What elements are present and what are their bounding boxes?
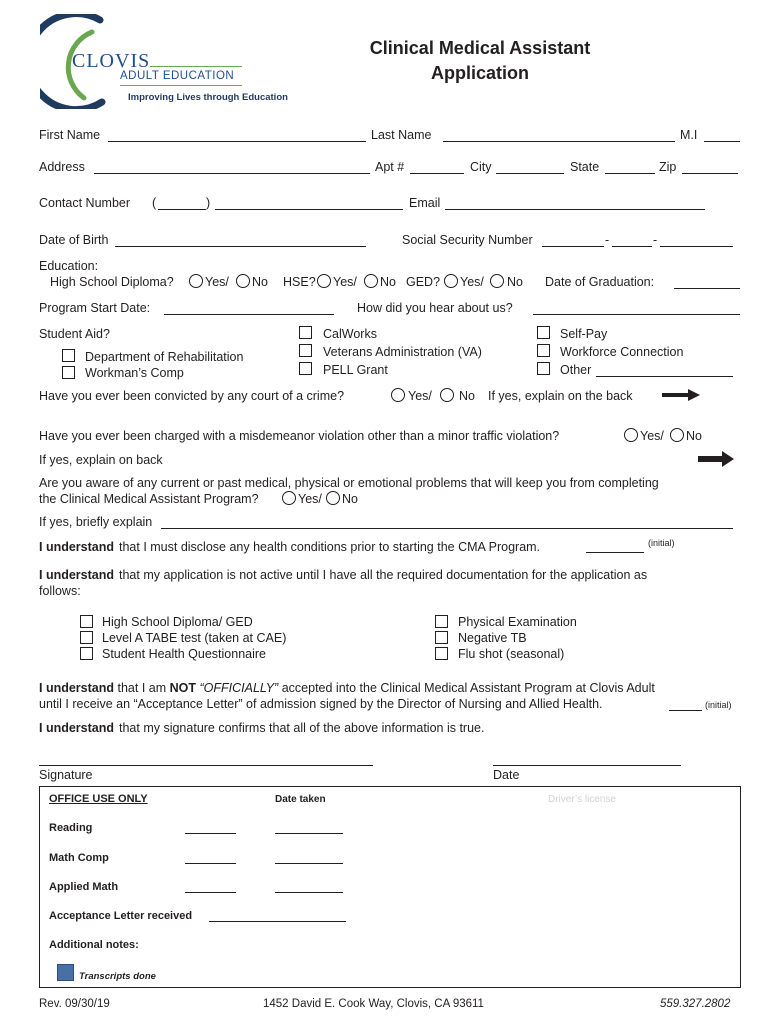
understand-1-initial-label: (initial) — [648, 538, 675, 548]
transcripts-checkbox[interactable] — [57, 964, 74, 981]
aid-other-label: Other — [560, 363, 592, 377]
last-name-line — [443, 141, 675, 142]
misdemeanor-no-label: No — [686, 429, 702, 443]
email-line — [445, 209, 705, 210]
ssn-part1-line — [542, 246, 604, 247]
address-field[interactable] — [94, 159, 370, 173]
zip-line — [682, 173, 738, 174]
aid-va-checkbox[interactable] — [299, 344, 312, 357]
hear-label: How did you hear about us? — [357, 301, 513, 315]
contact-paren-open: ( — [152, 196, 157, 210]
crime-back-note: If yes, explain on the back — [488, 389, 633, 403]
aid-calworks-label: CalWorks — [323, 327, 377, 341]
doc-tb-label: Negative TB — [458, 631, 527, 645]
footer-revision: Rev. 09/30/19 — [39, 998, 110, 1010]
understand-3-initial-line — [669, 710, 702, 711]
understand-3-text-a: that I am — [117, 681, 167, 695]
crime-yes-label: Yes/ — [408, 389, 432, 403]
doc-health-q-checkbox[interactable] — [80, 647, 93, 660]
first-name-line — [108, 141, 366, 142]
email-field[interactable] — [445, 195, 705, 209]
ssn-dash-2: - — [653, 233, 658, 247]
doc-physical-checkbox[interactable] — [435, 615, 448, 628]
state-label: State — [570, 160, 600, 174]
aid-selfpay-checkbox[interactable] — [537, 326, 550, 339]
student-aid-label: Student Aid? — [39, 327, 110, 341]
aid-va-label: Veterans Administration (VA) — [323, 345, 482, 359]
last-name-field[interactable] — [443, 127, 675, 141]
state-line — [605, 173, 655, 174]
office-acceptance-label: Acceptance Letter received — [49, 910, 193, 922]
email-label: Email — [409, 196, 441, 210]
program-start-line — [164, 314, 334, 315]
signature-label: Signature — [39, 768, 93, 782]
understand-3-line-1 — [39, 681, 655, 695]
medical-explain-line — [161, 528, 733, 529]
doc-hs-checkbox[interactable] — [80, 615, 93, 628]
aid-other-checkbox[interactable] — [537, 362, 550, 375]
logo-sub: ADULT EDUCATION — [120, 70, 235, 82]
grad-date-field[interactable] — [674, 274, 740, 288]
signature-date-label: Date — [493, 768, 520, 782]
ssn-label: Social Security Number — [402, 233, 533, 247]
doc-tabe-checkbox[interactable] — [80, 631, 93, 644]
education-label: Education: — [39, 259, 99, 273]
ssn-dash-1: - — [605, 233, 610, 247]
state-field[interactable] — [605, 159, 655, 173]
aid-workforce-checkbox[interactable] — [537, 344, 550, 357]
office-math-comp-score-line[interactable] — [185, 863, 236, 864]
program-start-label: Program Start Date: — [39, 301, 151, 315]
page-title — [330, 36, 630, 86]
first-name-label: First Name — [39, 128, 101, 142]
doc-flu-checkbox[interactable] — [435, 647, 448, 660]
signature-line — [39, 765, 373, 766]
hs-yes-radio[interactable] — [189, 274, 203, 288]
medical-explain-field[interactable] — [161, 514, 733, 528]
medical-no-radio[interactable] — [326, 491, 340, 505]
program-start-field[interactable] — [164, 300, 334, 314]
hse-yes-label: Yes/ — [333, 275, 357, 289]
hs-no-radio[interactable] — [236, 274, 250, 288]
aid-calworks-checkbox[interactable] — [299, 326, 312, 339]
logo-sub-rule — [120, 85, 242, 86]
misdemeanor-back-note: If yes, explain on back — [39, 453, 163, 467]
mi-line — [704, 141, 740, 142]
ged-yes-label: Yes/ — [460, 275, 484, 289]
understand-1-prefix: I understand — [39, 540, 115, 554]
understand-3-initial-label: (initial) — [705, 700, 732, 710]
ssn-part2-line — [612, 246, 652, 247]
ssn-part1-field[interactable] — [542, 232, 604, 246]
office-reading-label: Reading — [49, 822, 93, 834]
understand-2-text: that my application is not active until I have all the required documentation for the application as — [119, 568, 648, 582]
apt-line — [410, 173, 464, 174]
hse-yes-radio[interactable] — [317, 274, 331, 288]
understand-4-prefix: I understand — [39, 721, 115, 735]
office-use-box — [39, 786, 741, 988]
hs-diploma-label: High School Diploma? — [50, 275, 174, 289]
logo — [40, 14, 290, 109]
title-line-1: Clinical Medical Assistant — [369, 38, 591, 58]
aid-workforce-label: Workforce Connection — [560, 345, 684, 359]
doc-flu-label: Flu shot (seasonal) — [458, 647, 565, 661]
signature-date-field[interactable] — [493, 749, 681, 763]
aid-workmans-checkbox[interactable] — [62, 366, 75, 379]
crime-question: Have you ever been convicted by any court of a crime? — [39, 389, 345, 403]
mi-label: M.I — [680, 128, 698, 142]
medical-yes-radio[interactable] — [282, 491, 296, 505]
contact-label: Contact Number — [39, 196, 131, 210]
crime-yes-radio[interactable] — [391, 388, 405, 402]
logo-rule — [150, 66, 242, 67]
medical-no-label: No — [342, 492, 358, 506]
crime-no-radio[interactable] — [440, 388, 454, 402]
zip-field[interactable] — [682, 159, 738, 173]
office-acceptance-line[interactable] — [209, 921, 346, 922]
understand-3-officially: “OFFICIALLY” — [199, 681, 279, 695]
office-notes-label: Additional notes: — [49, 939, 139, 951]
aid-pell-checkbox[interactable] — [299, 362, 312, 375]
hear-field[interactable] — [533, 300, 740, 314]
zip-label: Zip — [659, 160, 677, 174]
office-reading-score-line[interactable] — [185, 833, 236, 834]
misdemeanor-yes-label: Yes/ — [640, 429, 664, 443]
area-code-line — [158, 209, 206, 210]
city-field[interactable] — [496, 159, 564, 173]
contact-paren-close: ) — [206, 196, 211, 210]
office-math-comp-date-line[interactable] — [275, 863, 343, 864]
ssn-part2-field[interactable] — [612, 232, 652, 246]
dob-label: Date of Birth — [39, 233, 109, 247]
address-line — [94, 173, 370, 174]
ged-yes-radio[interactable] — [444, 274, 458, 288]
medical-yes-label: Yes/ — [298, 492, 322, 506]
misdemeanor-yes-radio[interactable] — [624, 428, 638, 442]
last-name-label: Last Name — [371, 128, 432, 142]
hs-yes-label: Yes/ — [205, 275, 229, 289]
understand-1-initial-field[interactable] — [586, 539, 644, 553]
medical-question-line-1: Are you aware of any current or past medical, physical or emotional problems that will keep you from completing — [39, 476, 659, 490]
mi-field[interactable] — [704, 127, 740, 141]
office-applied-math-score-line[interactable] — [185, 892, 236, 893]
aid-selfpay-label: Self-Pay — [560, 327, 608, 341]
logo-name: CLOVIS — [72, 50, 151, 72]
doc-physical-label: Physical Examination — [458, 615, 577, 629]
ssn-part3-field[interactable] — [660, 232, 733, 246]
hear-line — [533, 314, 740, 315]
signature-field[interactable] — [39, 749, 373, 763]
footer-address: 1452 David E. Cook Way, Clovis, CA 93611 — [263, 998, 484, 1010]
aid-rehab-checkbox[interactable] — [62, 349, 75, 362]
aid-rehab-label: Department of Rehabilitation — [85, 350, 244, 364]
signature-date-line — [493, 765, 681, 766]
arrow-right-icon — [662, 388, 700, 402]
contact-number-field[interactable] — [215, 195, 403, 209]
understand-3-line-2: until I receive an “Acceptance Letter” of admission signed by the Director of Nursing and Allied Health. — [39, 697, 603, 711]
grad-date-line — [674, 288, 740, 289]
medical-explain-label: If yes, briefly explain — [39, 515, 153, 529]
doc-tabe-label: Level A TABE test (taken at CAE) — [102, 631, 287, 645]
contact-number-line — [215, 209, 403, 210]
apt-label: Apt # — [375, 160, 405, 174]
understand-3-text-b: accepted into the Clinical Medical Assistant Program at Clovis Adult — [281, 681, 655, 695]
footer-phone: 559.327.2802 — [660, 998, 731, 1010]
title-line-2: Application — [431, 63, 529, 83]
office-applied-math-label: Applied Math — [49, 881, 119, 893]
office-use-title: OFFICE USE ONLY — [49, 793, 148, 805]
understand-3-prefix: I understand — [39, 681, 115, 695]
understand-2-text-cont: follows: — [39, 584, 81, 598]
arrow-right-icon — [698, 451, 734, 467]
understand-3-not: NOT — [169, 681, 197, 695]
aid-other-field[interactable] — [596, 362, 733, 376]
logo-tagline: Improving Lives through Education — [128, 92, 288, 103]
doc-hs-label: High School Diploma/ GED — [102, 615, 253, 629]
ged-no-label: No — [507, 275, 523, 289]
grad-date-label: Date of Graduation: — [545, 275, 655, 289]
first-name-field[interactable] — [108, 127, 366, 141]
city-line — [496, 173, 564, 174]
doc-tb-checkbox[interactable] — [435, 631, 448, 644]
hs-no-label: No — [252, 275, 268, 289]
misdemeanor-no-radio[interactable] — [670, 428, 684, 442]
understand-1-text: that I must disclose any health conditions prior to starting the CMA Program. — [119, 540, 541, 554]
aid-other-line — [596, 376, 733, 377]
ged-no-radio[interactable] — [490, 274, 504, 288]
hse-no-label: No — [380, 275, 396, 289]
crime-no-label: No — [459, 389, 475, 403]
ged-label: GED? — [406, 275, 441, 289]
city-label: City — [470, 160, 492, 174]
understand-3-initial-field[interactable] — [669, 696, 702, 710]
aid-workmans-label: Workman’s Comp — [85, 366, 184, 380]
dob-field[interactable] — [115, 232, 366, 246]
office-drivers-license-label: Driver’s license — [548, 794, 616, 805]
office-applied-math-date-line[interactable] — [275, 892, 343, 893]
understand-2-prefix: I understand — [39, 568, 115, 582]
ssn-part3-line — [660, 246, 733, 247]
area-code-field[interactable] — [158, 195, 206, 209]
office-math-comp-label: Math Comp — [49, 852, 109, 864]
apt-field[interactable] — [410, 159, 464, 173]
office-date-taken-header: Date taken — [275, 794, 326, 805]
doc-health-q-label: Student Health Questionnaire — [102, 647, 266, 661]
aid-pell-label: PELL Grant — [323, 363, 388, 377]
dob-line — [115, 246, 366, 247]
hse-no-radio[interactable] — [364, 274, 378, 288]
understand-1-initial-line — [586, 552, 644, 553]
medical-question-line-2: the Clinical Medical Assistant Program? — [39, 492, 259, 506]
transcripts-label: Transcripts done — [79, 971, 156, 982]
hse-label: HSE? — [283, 275, 316, 289]
office-reading-date-line[interactable] — [275, 833, 343, 834]
address-label: Address — [39, 160, 85, 174]
understand-4-text: that my signature confirms that all of the above information is true. — [119, 721, 485, 735]
misdemeanor-question: Have you ever been charged with a misdemeanor violation other than a minor traffic violation? — [39, 429, 560, 443]
